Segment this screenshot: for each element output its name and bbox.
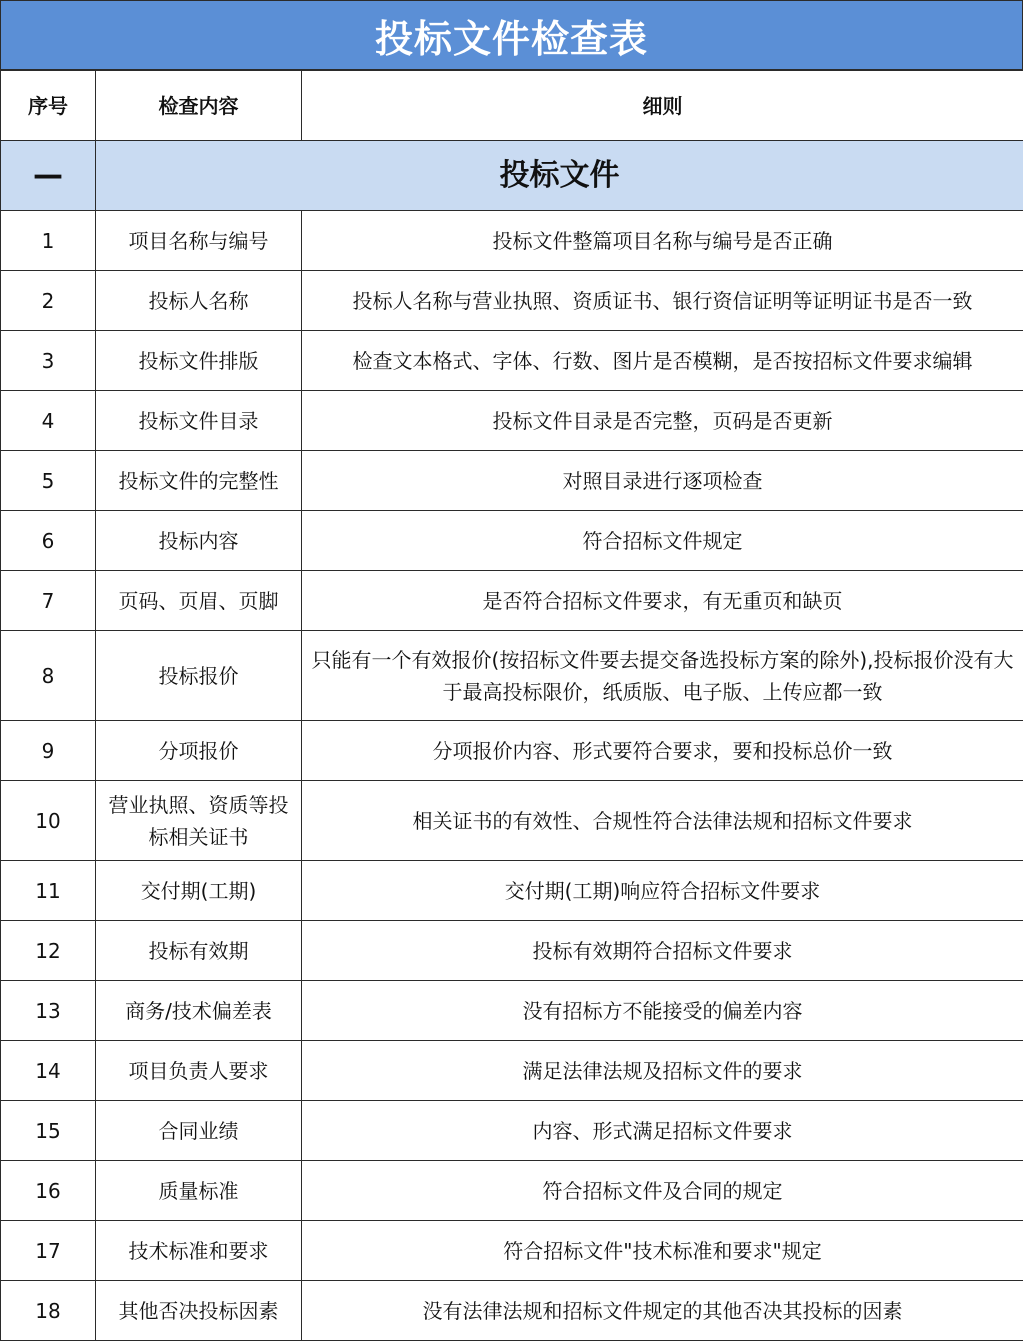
row-detail: 检查文本格式、字体、行数、图片是否模糊，是否按招标文件要求编辑 xyxy=(302,331,1023,391)
row-item: 交付期(工期) xyxy=(96,861,302,921)
row-item: 分项报价 xyxy=(96,721,302,781)
table-row xyxy=(1,211,1023,271)
row-seq: 14 xyxy=(1,1041,96,1101)
table-row xyxy=(1,1221,1023,1281)
row-item: 投标报价 xyxy=(96,631,302,721)
table-row xyxy=(1,1041,1023,1101)
table-row xyxy=(1,451,1023,511)
row-detail: 符合招标文件"技术标准和要求"规定 xyxy=(302,1221,1023,1281)
section-row xyxy=(1,141,1023,211)
table-row xyxy=(1,1281,1023,1341)
row-seq: 16 xyxy=(1,1161,96,1221)
table-row xyxy=(1,781,1023,861)
row-seq: 11 xyxy=(1,861,96,921)
row-seq: 15 xyxy=(1,1101,96,1161)
row-seq: 4 xyxy=(1,391,96,451)
row-detail: 只能有一个有效报价(按招标文件要去提交备选投标方案的除外),投标报价没有大于最高投标限价，纸质版、电子版、上传应都一致 xyxy=(302,631,1023,721)
row-detail: 是否符合招标文件要求，有无重页和缺页 xyxy=(302,571,1023,631)
row-seq: 3 xyxy=(1,331,96,391)
row-item: 页码、页眉、页脚 xyxy=(96,571,302,631)
row-seq: 10 xyxy=(1,781,96,861)
row-detail: 满足法律法规及招标文件的要求 xyxy=(302,1041,1023,1101)
table-row xyxy=(1,271,1023,331)
row-item: 投标文件的完整性 xyxy=(96,451,302,511)
row-detail: 投标文件目录是否完整，页码是否更新 xyxy=(302,391,1023,451)
table-row xyxy=(1,861,1023,921)
table-row xyxy=(1,631,1023,721)
row-item: 商务/技术偏差表 xyxy=(96,981,302,1041)
row-seq: 2 xyxy=(1,271,96,331)
row-detail: 对照目录进行逐项检查 xyxy=(302,451,1023,511)
row-detail: 交付期(工期)响应符合招标文件要求 xyxy=(302,861,1023,921)
table-row xyxy=(1,571,1023,631)
row-detail: 投标有效期符合招标文件要求 xyxy=(302,921,1023,981)
row-seq: 5 xyxy=(1,451,96,511)
row-seq: 6 xyxy=(1,511,96,571)
row-item: 投标内容 xyxy=(96,511,302,571)
row-seq: 18 xyxy=(1,1281,96,1341)
header-detail: 细则 xyxy=(302,71,1023,141)
row-seq: 13 xyxy=(1,981,96,1041)
table-row xyxy=(1,1161,1023,1221)
row-seq: 7 xyxy=(1,571,96,631)
table-row xyxy=(1,921,1023,981)
row-item: 技术标准和要求 xyxy=(96,1221,302,1281)
row-item: 投标文件排版 xyxy=(96,331,302,391)
table-row xyxy=(1,511,1023,571)
row-item: 合同业绩 xyxy=(96,1101,302,1161)
row-item: 项目负责人要求 xyxy=(96,1041,302,1101)
row-item: 投标文件目录 xyxy=(96,391,302,451)
table-row xyxy=(1,1101,1023,1161)
sheet-title: 投标文件检查表 xyxy=(0,0,1023,70)
row-detail: 投标人名称与营业执照、资质证书、银行资信证明等证明证书是否一致 xyxy=(302,271,1023,331)
row-item: 项目名称与编号 xyxy=(96,211,302,271)
row-item: 其他否决投标因素 xyxy=(96,1281,302,1341)
row-detail: 符合招标文件及合同的规定 xyxy=(302,1161,1023,1221)
table-row xyxy=(1,391,1023,451)
row-detail: 内容、形式满足招标文件要求 xyxy=(302,1101,1023,1161)
section-number: — xyxy=(1,141,96,211)
row-seq: 1 xyxy=(1,211,96,271)
row-detail: 没有法律法规和招标文件规定的其他否决其投标的因素 xyxy=(302,1281,1023,1341)
row-item: 投标有效期 xyxy=(96,921,302,981)
row-seq: 9 xyxy=(1,721,96,781)
table-row xyxy=(1,721,1023,781)
header-row xyxy=(1,71,1023,141)
row-seq: 12 xyxy=(1,921,96,981)
header-item: 检查内容 xyxy=(96,71,302,141)
section-label: 投标文件 xyxy=(96,141,1023,211)
row-detail: 相关证书的有效性、合规性符合法律法规和招标文件要求 xyxy=(302,781,1023,861)
row-item: 投标人名称 xyxy=(96,271,302,331)
table-row xyxy=(1,981,1023,1041)
row-detail: 符合招标文件规定 xyxy=(302,511,1023,571)
row-seq: 8 xyxy=(1,631,96,721)
row-detail: 没有招标方不能接受的偏差内容 xyxy=(302,981,1023,1041)
header-seq: 序号 xyxy=(1,71,96,141)
table-row xyxy=(1,331,1023,391)
checklist-table xyxy=(0,70,1023,1341)
row-detail: 投标文件整篇项目名称与编号是否正确 xyxy=(302,211,1023,271)
row-item: 营业执照、资质等投标相关证书 xyxy=(96,781,302,861)
row-item: 质量标准 xyxy=(96,1161,302,1221)
row-seq: 17 xyxy=(1,1221,96,1281)
row-detail: 分项报价内容、形式要符合要求，要和投标总价一致 xyxy=(302,721,1023,781)
